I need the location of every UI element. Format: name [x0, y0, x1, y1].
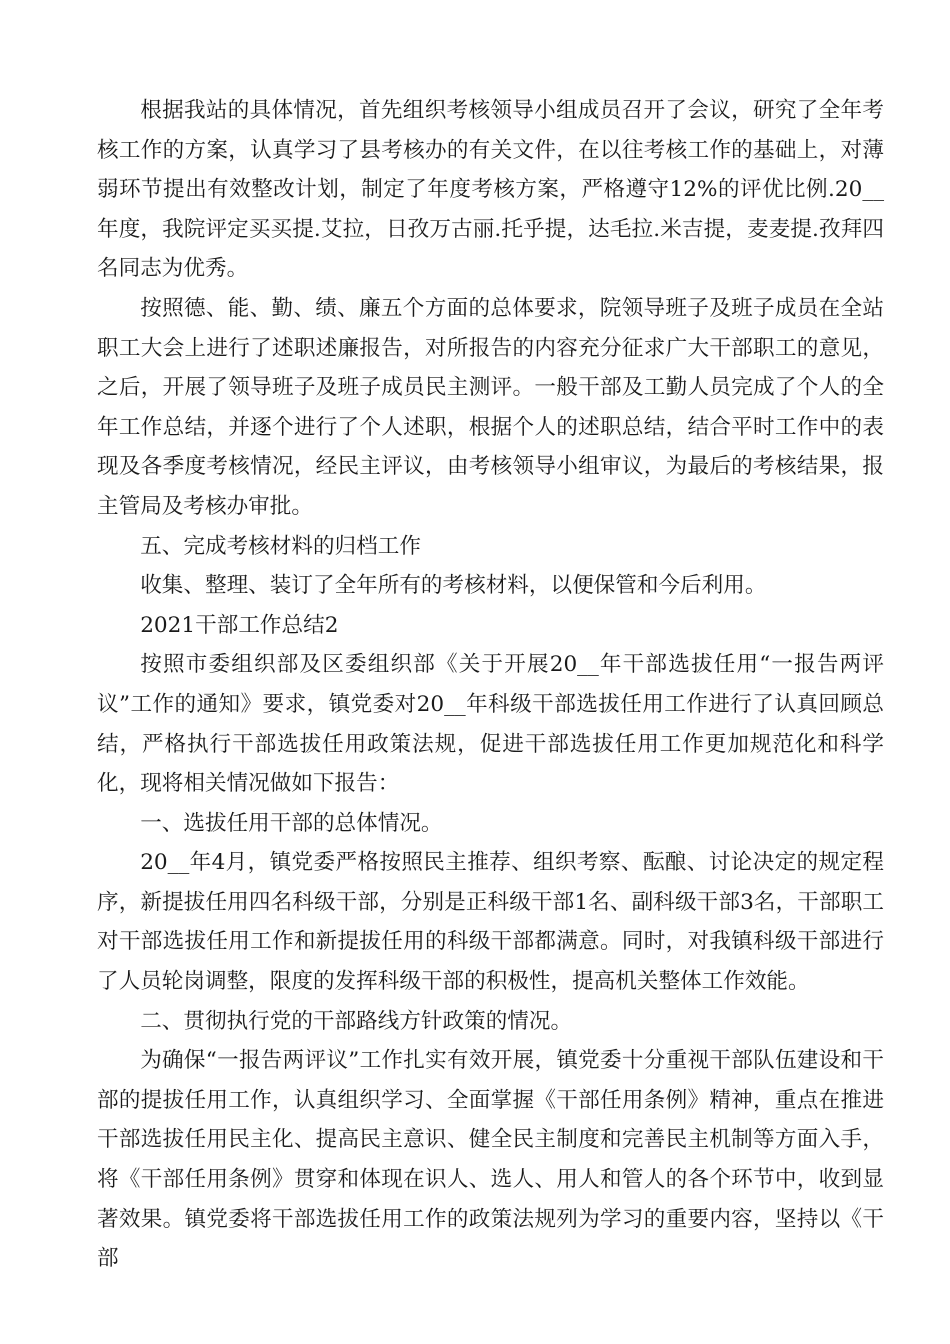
- paragraph-evaluation-requirements: 按照德、能、勤、绩、廉五个方面的总体要求，院领导班子及班子成员在全站职工大会上进行了述职述廉报告，对所报告的内容充分征求广大干部职工的意见，之后，开展了领导班子及班子成员民主测评。一般干部及工勤人员完成了个人的全年工作总结，并逐个进行了个人述职，根据个人的述职总结，结合平时工作中的表现及各季度考核情况，经民主评议，由考核领导小组审议，为最后的考核结果，报主管局及考核办审批。: [97, 295, 884, 519]
- section-heading-archiving: 五、完成考核材料的归档工作: [140, 533, 421, 559]
- document-subtitle: 2021干部工作总结2: [140, 612, 339, 638]
- document-body: [97, 91, 884, 1279]
- paragraph-overall: 20__年4月，镇党委严格按照民主推荐、组织考察、酝酿、讨论决定的规定程序，新提拔任用四名科级干部，分别是正科级干部1名、副科级干部3名，干部职工对干部选拔任用工作和新提拔任用的科级干部都满意。同时，对我镇科级干部进行了人员轮岗调整，限度的发挥科级干部的积极性，提高机关整体工作效能。: [97, 850, 884, 995]
- paragraph-report-intro: 按照市委组织部及区委组织部《关于开展20__年干部选拔任用“一报告两评议”工作的通知》要求，镇党委对20__年科级干部选拔任用工作进行了认真回顾总结，严格执行干部选拔任用政策法规，促进干部选拔任用工作更加规范化和科学化，现将相关情况做如下报告：: [97, 652, 884, 797]
- paragraph-archiving: 收集、整理、装订了全年所有的考核材料，以便保管和今后利用。: [140, 573, 767, 599]
- section-heading-policy: 二、贯彻执行党的干部路线方针政策的情况。: [140, 1008, 573, 1034]
- section-heading-overall: 一、选拔任用干部的总体情况。: [140, 810, 443, 836]
- paragraph-assessment-process: 根据我站的具体情况，首先组织考核领导小组成员召开了会议，研究了全年考核工作的方案，认真学习了县考核办的有关文件，在以往考核工作的基础上，对薄弱环节提出有效整改计划，制定了年度考核方案，严格遵守12%的评优比例.20__年度，我院评定买买提.艾拉，日孜万古丽.托乎提，达毛拉.米吉提，麦麦提.孜拜四名同志为优秀。: [97, 98, 884, 282]
- paragraph-policy: 为确保“一报告两评议”工作扎实有效开展，镇党委十分重视干部队伍建设和干部的提拔任用工作，认真组织学习、全面掌握《干部任用条例》精神，重点在推进干部选拔任用民主化、提高民主意识、健全民主制度和完善民主机制等方面入手，将《干部任用条例》贯穿和体现在识人、选人、用人和管人的各个环节中，收到显著效果。镇党委将干部选拔任用工作的政策法规列为学习的重要内容，坚持以《干部: [97, 1048, 884, 1272]
